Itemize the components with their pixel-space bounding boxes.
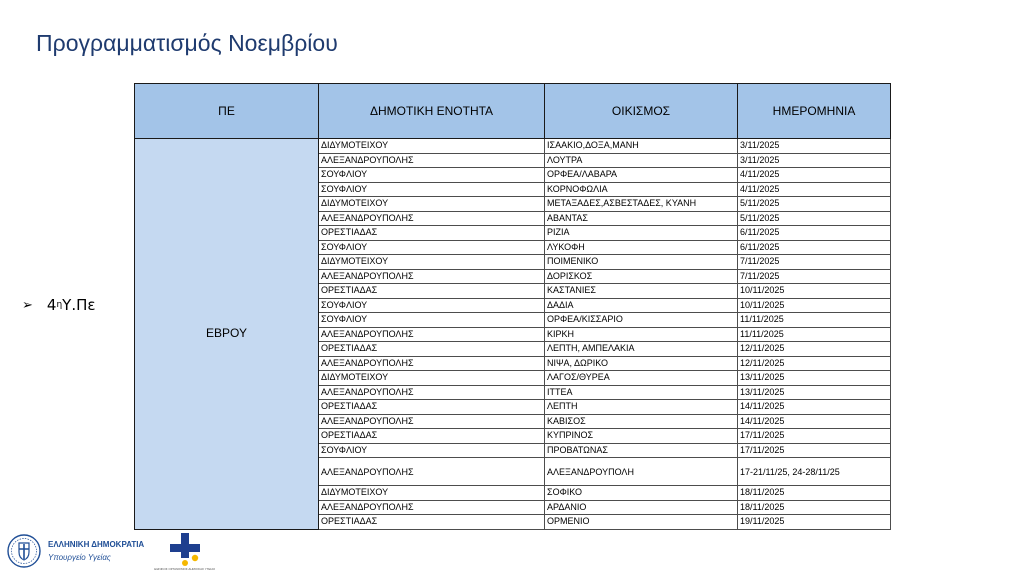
date-cell: 6/11/2025 (738, 226, 891, 241)
municipal-unit-cell: ΟΡΕΣΤΙΑΔΑΣ (319, 284, 545, 299)
settlement-cell: ΝΙΨΑ, ΔΩΡΙΚΟ (545, 356, 738, 371)
settlement-cell: ΚΑΣΤΑΝΙΕΣ (545, 284, 738, 299)
settlement-cell: ΚΑΒΙΣΟΣ (545, 414, 738, 429)
municipal-unit-cell: ΑΛΕΞΑΝΔΡΟΥΠΟΛΗΣ (319, 458, 545, 486)
header-date: ΗΜΕΡΟΜΗΝΙΑ (738, 84, 891, 139)
date-cell: 4/11/2025 (738, 182, 891, 197)
municipal-unit-cell: ΣΟΥΦΛΙΟΥ (319, 443, 545, 458)
settlement-cell: ΑΛΕΞΑΝΔΡΟΥΠΟΛΗ (545, 458, 738, 486)
settlement-cell: ΛΕΠΤΗ (545, 400, 738, 415)
settlement-cell: ΚΙΡΚΗ (545, 327, 738, 342)
municipal-unit-cell: ΑΛΕΞΑΝΔΡΟΥΠΟΛΗΣ (319, 356, 545, 371)
municipal-unit-cell: ΔΙΔΥΜΟΤΕΙΧΟΥ (319, 371, 545, 386)
settlement-cell: ΛΕΠΤΗ, ΑΜΠΕΛΑΚΙΑ (545, 342, 738, 357)
date-cell: 14/11/2025 (738, 414, 891, 429)
greek-coat-of-arms-icon (6, 533, 42, 569)
settlement-cell: ΠΟΙΜΕΝΙΚΟ (545, 255, 738, 270)
header-municipal-unit: ΔΗΜΟΤΙΚΗ ΕΝΟΤΗΤΑ (319, 84, 545, 139)
date-cell: 17-21/11/25, 24-28/11/25 (738, 458, 891, 486)
municipal-unit-cell: ΔΙΔΥΜΟΤΕΙΧΟΥ (319, 139, 545, 154)
settlement-cell: ΟΡΦΕΑ/ΛΑΒΑΡΑ (545, 168, 738, 183)
region-label: Υ.Πε (62, 296, 96, 314)
settlement-cell: ΔΑΔΙΑ (545, 298, 738, 313)
settlement-cell: ΚΟΡΝΟΦΩΛΙΑ (545, 182, 738, 197)
date-cell: 10/11/2025 (738, 298, 891, 313)
municipal-unit-cell: ΑΛΕΞΑΝΔΡΟΥΠΟΛΗΣ (319, 385, 545, 400)
settlement-cell: ΡΙΖΙΑ (545, 226, 738, 241)
municipal-unit-cell: ΣΟΥΦΛΙΟΥ (319, 182, 545, 197)
settlement-cell: ΟΡΜΕΝΙΟ (545, 515, 738, 530)
settlement-cell: ΣΟΦΙΚΟ (545, 486, 738, 501)
header-settlement: ΟΙΚΙΣΜΟΣ (545, 84, 738, 139)
date-cell: 12/11/2025 (738, 342, 891, 357)
date-cell: 13/11/2025 (738, 371, 891, 386)
schedule-table (134, 83, 891, 530)
date-cell: 4/11/2025 (738, 168, 891, 183)
settlement-cell: ΑΡΔΑΝΙΟ (545, 500, 738, 515)
arrow-bullet-icon: ➢ (22, 297, 33, 313)
footer-logos (6, 530, 215, 571)
municipal-unit-cell: ΑΛΕΞΑΝΔΡΟΥΠΟΛΗΣ (319, 500, 545, 515)
date-cell: 6/11/2025 (738, 240, 891, 255)
date-cell: 7/11/2025 (738, 269, 891, 284)
date-cell: 17/11/2025 (738, 429, 891, 444)
date-cell: 19/11/2025 (738, 515, 891, 530)
date-cell: 12/11/2025 (738, 356, 891, 371)
municipal-unit-cell: ΑΛΕΞΑΝΔΡΟΥΠΟΛΗΣ (319, 327, 545, 342)
health-region-bullet (22, 296, 96, 314)
municipal-unit-cell: ΑΛΕΞΑΝΔΡΟΥΠΟΛΗΣ (319, 414, 545, 429)
municipal-unit-cell: ΑΛΕΞΑΝΔΡΟΥΠΟΛΗΣ (319, 211, 545, 226)
page-title: Προγραμματισμός Νοεμβρίου (36, 30, 338, 56)
date-cell: 5/11/2025 (738, 211, 891, 226)
settlement-cell: ΛΥΚΟΦΗ (545, 240, 738, 255)
date-cell: 14/11/2025 (738, 400, 891, 415)
municipal-unit-cell: ΣΟΥΦΛΙΟΥ (319, 168, 545, 183)
table-header-row (135, 84, 891, 139)
date-cell: 3/11/2025 (738, 153, 891, 168)
settlement-cell: ΛΑΓΟΣ/ΘΥΡΕΑ (545, 371, 738, 386)
settlement-cell: ΛΟΥΤΡΑ (545, 153, 738, 168)
date-cell: 13/11/2025 (738, 385, 891, 400)
settlement-cell: ΙΤΤΕΑ (545, 385, 738, 400)
municipal-unit-cell: ΟΡΕΣΤΙΑΔΑΣ (319, 400, 545, 415)
settlement-cell: ΜΕΤΑΞΑΔΕΣ,ΑΣΒΕΣΤΑΔΕΣ, ΚΥΑΝΗ (545, 197, 738, 212)
settlement-cell: ΔΟΡΙΣΚΟΣ (545, 269, 738, 284)
municipal-unit-cell: ΟΡΕΣΤΙΑΔΑΣ (319, 515, 545, 530)
table-body (135, 139, 891, 530)
header-pe: ΠΕ (135, 84, 319, 139)
settlement-cell: ΠΡΟΒΑΤΩΝΑΣ (545, 443, 738, 458)
date-cell: 11/11/2025 (738, 313, 891, 328)
date-cell: 3/11/2025 (738, 139, 891, 154)
settlement-cell: ΙΣΑΑΚΙΟ,ΔΟΞΑ,ΜΑΝΗ (545, 139, 738, 154)
municipal-unit-cell: ΣΟΥΦΛΙΟΥ (319, 298, 545, 313)
date-cell: 18/11/2025 (738, 500, 891, 515)
pe-cell: ΕΒΡΟΥ (135, 139, 319, 530)
municipal-unit-cell: ΑΛΕΞΑΝΔΡΟΥΠΟΛΗΣ (319, 153, 545, 168)
settlement-cell: ΚΥΠΡΙΝΟΣ (545, 429, 738, 444)
ministry-text (48, 538, 144, 564)
settlement-cell: ΑΒΑΝΤΑΣ (545, 211, 738, 226)
region-number: 4 (46, 296, 57, 314)
region-ordinal-suffix: η (56, 300, 63, 310)
settlement-cell: ΟΡΦΕΑ/ΚΙΣΣΑΡΙΟ (545, 313, 738, 328)
municipal-unit-cell: ΑΛΕΞΑΝΔΡΟΥΠΟΛΗΣ (319, 269, 545, 284)
municipal-unit-cell: ΔΙΔΥΜΟΤΕΙΧΟΥ (319, 486, 545, 501)
municipal-unit-cell: ΟΡΕΣΤΙΑΔΑΣ (319, 342, 545, 357)
date-cell: 7/11/2025 (738, 255, 891, 270)
table-row (135, 139, 891, 154)
municipal-unit-cell: ΟΡΕΣΤΙΑΔΑΣ (319, 429, 545, 444)
municipal-unit-cell: ΣΟΥΦΛΙΟΥ (319, 240, 545, 255)
municipal-unit-cell: ΔΙΔΥΜΟΤΕΙΧΟΥ (319, 255, 545, 270)
date-cell: 5/11/2025 (738, 197, 891, 212)
gov-title: ΕΛΛΗΝΙΚΗ ΔΗΜΟΚΡΑΤΙΑ (48, 539, 145, 549)
date-cell: 17/11/2025 (738, 443, 891, 458)
municipal-unit-cell: ΔΙΔΥΜΟΤΕΙΧΟΥ (319, 197, 545, 212)
eody-logo (154, 530, 215, 571)
ministry-name: Υπουργείο Υγείας (48, 552, 111, 562)
eody-cross-icon (167, 530, 203, 566)
date-cell: 11/11/2025 (738, 327, 891, 342)
date-cell: 18/11/2025 (738, 486, 891, 501)
date-cell: 10/11/2025 (738, 284, 891, 299)
municipal-unit-cell: ΟΡΕΣΤΙΑΔΑΣ (319, 226, 545, 241)
municipal-unit-cell: ΣΟΥΦΛΙΟΥ (319, 313, 545, 328)
eody-caption: ΕΘΝΙΚΟΣ ΟΡΓΑΝΙΣΜΟΣ ΔΗΜΟΣΙΑΣ ΥΓΕΙΑΣ (154, 567, 216, 571)
